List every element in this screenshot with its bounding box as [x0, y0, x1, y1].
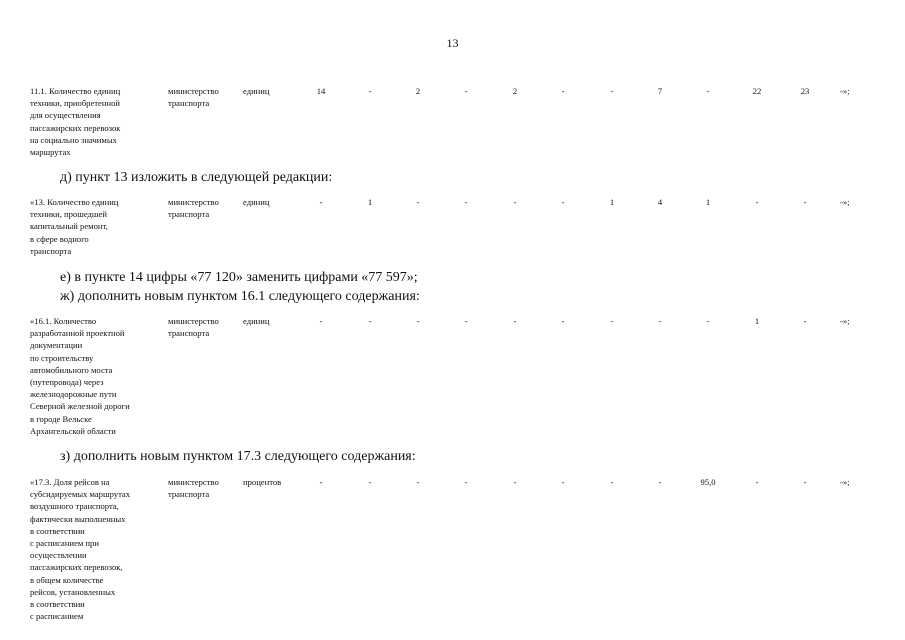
instruction-text: з) дополнить новым пунктом 17.3 следующего содержания:	[60, 449, 416, 464]
ministry-line: министерство	[168, 86, 219, 96]
value-cell: 14	[316, 86, 326, 96]
value-cell: -	[610, 477, 614, 487]
unit-cell: единиц	[243, 86, 270, 96]
name-line: Архангельской области	[30, 425, 116, 436]
ministry-line: транспорта	[168, 98, 210, 109]
name-line: 11.1. Количество единиц	[30, 86, 121, 96]
name-line: транспорта	[30, 245, 72, 256]
value-cell: 23	[800, 86, 810, 96]
value-cell: -	[513, 477, 517, 487]
unit-cell: единиц	[243, 197, 270, 207]
name-line: на социально значимых	[30, 134, 117, 145]
responsible-body	[168, 85, 240, 109]
value-cell: -	[368, 86, 372, 96]
value-cell: -	[464, 86, 468, 96]
value-cell: -	[416, 477, 420, 487]
value-cell: -	[803, 316, 807, 326]
name-line: субсидируемых маршрутах	[30, 489, 131, 500]
instruction-text: е) в пункте 14 цифры «77 120» заменить цифрами «77 597»;	[60, 270, 418, 285]
ministry-line: транспорта	[168, 489, 210, 500]
name-line: в соответствии	[30, 525, 85, 536]
unit-cell: процентов	[243, 477, 282, 487]
indicator-name	[30, 85, 162, 158]
value-cell: -	[561, 197, 565, 207]
name-line: в сфере водного	[30, 233, 89, 244]
value-cell: -	[319, 477, 323, 487]
value-cell: 22	[752, 86, 762, 96]
value-cell: -	[706, 316, 710, 326]
value-cell: -	[803, 197, 807, 207]
name-line: техники, прошедшей	[30, 209, 107, 220]
value-cell: -	[368, 316, 372, 326]
name-line: пассажирских перевозок	[30, 122, 121, 133]
indicator-name	[30, 315, 162, 437]
name-line: документации	[30, 340, 83, 351]
ministry-line: транспорта	[168, 328, 210, 339]
name-line: фактически выполненных	[30, 513, 126, 524]
responsible-body	[168, 196, 240, 220]
value-cell: -	[706, 86, 710, 96]
value-cell: -	[610, 86, 614, 96]
name-line: техники, приобретенной	[30, 98, 120, 109]
unit-cell: единиц	[243, 316, 270, 326]
value-cell: -	[513, 197, 517, 207]
value-cell: -	[513, 316, 517, 326]
name-line: с расписанием при	[30, 538, 99, 549]
value-cell: -	[319, 197, 323, 207]
value-cell: -	[561, 477, 565, 487]
name-line: «16.1. Количество	[30, 316, 97, 326]
value-cell: 1	[754, 316, 760, 326]
name-line: в соответствии	[30, 599, 85, 610]
value-cell: -	[464, 477, 468, 487]
indicator-name	[30, 196, 162, 257]
indicator-name	[30, 476, 162, 622]
name-line: с расписанием	[30, 611, 84, 622]
name-line: для осуществления	[30, 110, 101, 121]
row-closer: -»;	[840, 86, 850, 96]
name-line: воздушного транспорта,	[30, 501, 119, 512]
ministry-line: министерство	[168, 197, 219, 207]
value-cell: -	[416, 197, 420, 207]
value-cell: -	[610, 316, 614, 326]
value-cell: 4	[657, 197, 663, 207]
value-cell: -	[803, 477, 807, 487]
name-line: разработанной проектной	[30, 328, 125, 339]
name-line: осуществлении	[30, 550, 87, 561]
row-closer: -»;	[840, 197, 850, 207]
responsible-body	[168, 476, 240, 500]
page-number: 13	[446, 36, 459, 50]
name-line: «13. Количество единиц	[30, 197, 119, 207]
value-cell: 7	[657, 86, 663, 96]
name-line: (путепровода) через	[30, 377, 104, 388]
ministry-line: министерство	[168, 316, 219, 326]
value-cell: 2	[512, 86, 518, 96]
value-cell: -	[755, 477, 759, 487]
name-line: в общем количестве	[30, 574, 104, 585]
value-cell: 95,0	[700, 477, 716, 487]
name-line: по строительству	[30, 352, 94, 363]
name-line: железнодорожные пути	[30, 389, 117, 400]
name-line: пассажирских перевозок,	[30, 562, 123, 573]
row-closer: -»;	[840, 477, 850, 487]
value-cell: -	[658, 477, 662, 487]
instruction-text: ж) дополнить новым пунктом 16.1 следующего содержания:	[60, 289, 420, 304]
name-line: «17.3. Доля рейсов на	[30, 477, 110, 487]
name-line: рейсов, установленных	[30, 586, 116, 597]
name-line: капитальный ремонт,	[30, 221, 108, 232]
value-cell: -	[319, 316, 323, 326]
ministry-line: министерство	[168, 477, 219, 487]
value-cell: -	[561, 86, 565, 96]
value-cell: -	[755, 197, 759, 207]
value-cell: 2	[415, 86, 421, 96]
value-cell: -	[658, 316, 662, 326]
row-closer: -»;	[840, 316, 850, 326]
value-cell: -	[368, 477, 372, 487]
value-cell: -	[561, 316, 565, 326]
ministry-line: транспорта	[168, 209, 210, 220]
value-cell: 1	[705, 197, 711, 207]
value-cell: 1	[367, 197, 373, 207]
name-line: Северной железной дороги	[30, 401, 130, 412]
name-line: маршрутах	[30, 147, 71, 158]
responsible-body	[168, 315, 240, 339]
value-cell: 1	[609, 197, 615, 207]
name-line: в городе Вельске	[30, 413, 92, 424]
value-cell: -	[416, 316, 420, 326]
instruction-text: д) пункт 13 изложить в следующей редакции:	[60, 170, 333, 185]
name-line: автомобильного моста	[30, 364, 113, 375]
value-cell: -	[464, 197, 468, 207]
value-cell: -	[464, 316, 468, 326]
